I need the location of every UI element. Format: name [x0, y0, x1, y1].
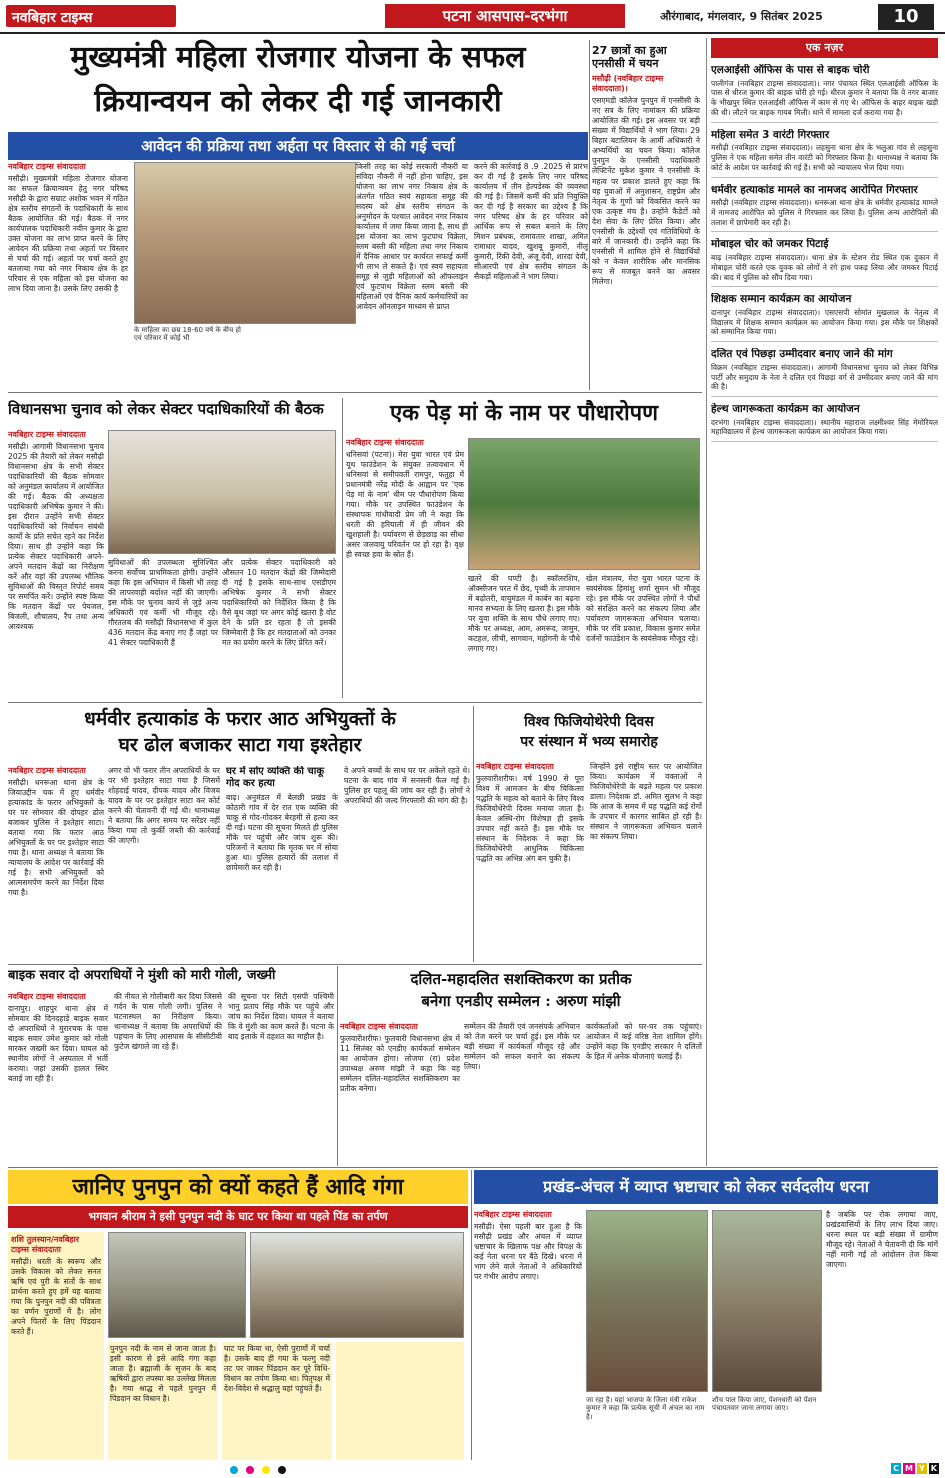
punpun-photo-1 — [108, 1232, 246, 1338]
dharmveer-text-3: बाढ़। अनुमंडल में बेलछी प्रखंड के कोठारी गांव में देर रात एक व्यक्ति की चाकू से गोद-गोदकर बेरहमी से हत्या कर दी गई। घटना की सूचना मिलते ही पुलिस मौके पर पहुंची और जांच शुरू की। परिजनों ने बताया कि मृतक घर में सोया हुआ था। पुलिस हत्यारों की तलाश में छापेमारी कर रही है। — [226, 793, 338, 873]
punpun-headline: जानिए पुनपुन को क्यों कहते हैं आदि गंगा — [8, 1170, 468, 1204]
sidebar-item-text: मसौढ़ी (नवबिहार टाइम्स संवाददाता)। धनरूआ थाना क्षेत्र के धर्मवीर हत्याकांड मामले में नामजद आरोपित को पुलिस ने गिरफ्तार कर लिया है। पुलिस अन्य आरोपितों की तलाश में छापेमारी कर रही है। — [711, 198, 938, 227]
sidebar-item-text: मसौढ़ी (नवबिहार टाइम्स संवाददाता)। लहसुना थाना क्षेत्र के भलुआ गांव से लहसुना पुलिस ने एक महिला समेत तीन वारंटी को गिरफ्तार किया है। थानाध्यक्ष ने बताया कि कोर्ट के आदेश पर कार्रवाई की गई है। सभी को न्यायालय भेज दिया गया। — [711, 143, 938, 172]
sidebar-item-headline: धर्मवीर हत्याकांड मामले का नामजद आरोपित गिरफ्तार — [711, 183, 918, 196]
tree-photo — [468, 438, 700, 570]
sidebar-item-headline: महिला समेत 3 वारंटी गिरफ्तार — [711, 128, 830, 141]
corruption-text-1: मसौढ़ी। ऐसा पहली बार हुआ है कि मसौढ़ी प्रखंड और अंचल में व्याप्त भ्रष्टाचार के खिलाफ पक्ष और विपक्ष के कई नेता धरना पर बैठे दिखे। धरना में भाग लेने वाले नेताओं ने अधिकारियों पर गंभीर आरोप लगाए। — [474, 1222, 582, 1282]
lead-photo-meeting — [134, 162, 356, 324]
corruption-caption-2: शौच पाल किया जाए, पेंशनधारी को पेंशन पंचायतवार जाना लगाया जाए। — [712, 1396, 817, 1413]
tree-text-3: खेल मंत्रालय, मेरा युवा भारत पटना के स्वयंसेवक हिमांशु शर्मा सुमन भी मौजूद रहे। इस मौके पर उपस्थित लोगों ने पौधों को संरक्षित करने का संकल्प लिया और पर्यावरण जागरूकता अभियान चलाया। मौके पर रवि प्रकाश, विकास कुमार समेत दर्जनों फाउंडेशन के स्वयंसेवक मौजूद रहे। — [586, 574, 700, 644]
dharmveer-headline-line2: घर ढोल बजाकर साटा गया इश्तेहार — [118, 734, 362, 756]
newspaper-brand: नवबिहार टाइम्स — [6, 5, 176, 27]
ncc-text: एसएमडी कॉलेज पुनपुन में एनसीसी के नए सत्र के लिए नामांकन की प्रक्रिया आयोजित की गई। इस अवसर पर बड़ी संख्या में विद्यार्थियों ने भाग लिया। 29 बिहार बटालियन के आर्मी अधिकारी ने अभ्यर्थियों का चयन किया। कॉलेज पुनपुन के एनसीसी पदाधिकारी लेफ्टिनेंट मुकेश कुमार ने एनसीसी के महत्व पर प्रकाश डालते हुए कहा कि यह युवाओं में अनुशासन, राष्ट्रप्रेम और नेतृत्व के गुणों को विकसित करने का एक उत्कृष्ट मंच है। उन्होंने कैडेटों को देश सेवा के लिए प्रेरित किया। और एनसीसी के उद्देश्यों एवं गतिविधियों के बारे में जानकारी दी। उन्होंने कहा कि एनसीसी में शामिल होने से विद्यार्थियों को न केवल शारीरिक और मानसिक रूप से मजबूत बनने का अवसर मिलेगा। — [592, 96, 700, 286]
physiotherapy-story — [476, 712, 702, 962]
dalit-byline: नवबिहार टाइम्स संवाददाता — [340, 1022, 418, 1031]
sidebar-news-item — [711, 129, 938, 178]
dharmveer-byline: नवबिहार टाइम्स संवाददाता — [8, 766, 86, 775]
punpun-byline-1: शशि तुलस्यान/नवबिहार — [11, 1235, 80, 1244]
punpun-photo-2 — [250, 1232, 464, 1338]
sidebar-item-headline: एलआईसी ऑफिस के पास से बाइक चोरी — [711, 64, 870, 76]
physio-text-1: फुलवारीशरीफ। वर्ष 1990 से पूरा विश्व में आमजन के बीच चिकित्सा पद्धति के महत्व को बताने के लिए विश्व फिजियोथेरेपी दिवस मनाया जाता है। केवल अस्थि-रोग विशेषज्ञ ही इसके उपचार नहीं करते हैं। इस मौके पर संस्थान के निदेशक ने कहा कि फिजियोथेरेपी आधुनिक चिकित्सा पद्धति का अभिन्न अंग बन चुकी है। — [476, 774, 584, 864]
dalit-headline-line1: दलित-महादलित सशक्तिकरण का प्रतीक — [410, 970, 632, 988]
lead-photo-caption: के माहिला का छम्र 18-60 वर्ष के बीच हो एवं परिवार में कोई भी — [134, 326, 241, 343]
physio-headline-line1: विश्व फिजियोथेरेपी दिवस — [524, 714, 654, 730]
sidebar-item-headline: दलित एवं पिछड़ा उम्मीदवार बनाए जाने की मांग — [711, 348, 893, 361]
page-number: 10 — [878, 4, 934, 30]
tree-text-2: खतरे की घण्टी है। स्कॉलरशिप, ऑक्सीजन परत में छेद, पृथ्वी के तापमान में बढ़ोतरी, वायुमंडल में कार्बन का बढ़ना मानव सभ्यता के लिए खतरा है। इस मौके पर युवा शक्ति के साथ पौधे लगाए गए। मौके पर अध्यक्ष, आम, अमरूद, जामुन, कटहल, लीची, सागवान, महोगनी के पौधे लगाए गए। — [468, 574, 580, 654]
physio-byline: नवबिहार टाइम्स संवाददाता — [476, 762, 554, 771]
cmyk-y-icon: Y — [919, 1464, 925, 1473]
corruption-photo-2 — [712, 1210, 822, 1392]
edition-date: औरंगाबाद, मंगलवार, 9 सितंबर 2025 — [660, 10, 823, 23]
election-text-1: मसौढ़ी। आगामी विधानसभा चुनाव 2025 की तैयारी को लेकर मसौढ़ी विधानसभा क्षेत्र के सभी सेक्टर पदाधिकारियों की बैठक सोमवार को अनुमंडल कार्यालय में आयोजित की गई। बैठक की अध्यक्षता पदाधिकारी अभिषेक कुमार ने की। इस दौरान उन्होंने सभी सेक्टर पदाधिकारियों को निर्वाचन संबंधी कार्यों के प्रति सचेत रहने का निर्देश दिया। साथ ही उन्होंने कहा कि प्रत्येक सेक्टर पदाधिकारी अपने-अपने मतदान केंद्रों का निरीक्षण करें और वहां की उपलब्ध भौतिक सुविधाओं की विस्तृत रिपोर्ट समय पर समर्पित करें। उन्होंने स्पष्ट किया कि मतदान केंद्रों पर पेयजल, बिजली, शौचालय, रैंप तथा अन्य आवश्यक — [8, 442, 104, 632]
election-byline: नवबिहार टाइम्स संवाददाता — [8, 430, 86, 439]
corruption-text-2: है जबकि पर रोक लगाया जाए, प्रखंडवासियों के लिए लाभ दिया जाए। धरना स्थल पर बड़ी संख्या में ग्रामीण मौजूद रहे। नेताओं ने चेतावनी दी कि मांगें नहीं मानी गईं तो आंदोलन तेज किया जाएगा। — [826, 1210, 938, 1270]
dalit-text-3: कार्यकर्ताओं को घर-घर तक पहुंचाएं। आयोजन में कई वरिष्ठ नेता शामिल होंगे। उन्होंने कहा कि एनडीए सरकार ने दलितों के हित में अनेक योजनाएं चलाई हैं। — [586, 1022, 702, 1062]
punpun-text-3: घाट पर किया था, ऐसी पुराणों में चर्चा है। उसके बाद ही गया के फल्गु नदी तट पर जाकर पिंडदान कर पूरे विधि-विधान का तर्पण किया था। पितृपक्ष में देश-विदेश से श्रद्धालु यहां पहुंचते हैं। — [224, 1344, 330, 1394]
shooting-story — [8, 966, 334, 1166]
corruption-headline: प्रखंड-अंचल में व्याप्त भ्रष्टाचार को लेकर सर्वदलीय धरना — [474, 1170, 938, 1204]
dalit-text-2: सम्मेलन की तैयारी एवं जनसंपर्क अभियान को तेज करने पर चर्चा हुई। इस मौके पर बड़ी संख्या में कार्यकर्ता मौजूद रहे और सम्मेलन को सफल बनाने का संकल्प लिया। — [464, 1022, 580, 1072]
lead-text-1: मसौढ़ी। मुख्यमंत्री महिला रोजगार योजना का सफल क्रियान्वयन हेतु नगर परिषद मसौढ़ी के द्वारा सम्राट अशोक भवन में गठित क्षेत्र स्तरीय संगठनों के पदाधिकारी के साथ बैठक आयोजित की गई। बैठक में नगर कार्यपालक पदाधिकारी नवीन कुमार के द्वारा उक्त योजना का लाभ प्राप्त करने के लिए आवेदन की प्रक्रिया तथा अहर्ता पर विस्तार से चर्चा की गई। अहर्ता पर चर्चा करते हुए बतलाया गया को नगर निकाय क्षेत्र के हर परिवार से एक महिला को इस योजना का लाभ दिया जाना है। उसके लिए उसकी है — [8, 174, 128, 294]
divider — [8, 1167, 938, 1168]
dharmveer-text-2: अगर वो भी फरार तीन अपराधियों के घर पर भी इश्तेहार साटा गया है जिसमें शोहदाई यादव, दीपक यादव और विजय यादव के घर पर इश्तेहार साटा कर कोर्ट करने की चेतावनी दी गई थी। थानाध्यक्ष ने बताया कि अगर समय पर सरेंडर नहीं किया गया तो कुर्की जब्ती की कार्रवाई की जाएगी। — [108, 766, 220, 846]
sidebar-item-text: दरभंगा (नवबिहार टाइम्स संवाददाता)। स्थानीय महाराज लक्ष्मीश्वर सिंह मेमोरियल महाविद्यालय में हेल्थ जागरूकता कार्यक्रम का आयोजन किया गया। — [711, 417, 938, 437]
corruption-caption-1: जा रहा है। यहां भाजपा के जिला मंत्री राकेश कुमार ने कहा कि प्रत्येक सूची में अंचल का नाम है। — [586, 1396, 705, 1421]
divider — [8, 702, 702, 703]
election-headline: विधानसभा चुनाव को लेकर सेक्टर पदाधिकारियों की बैठक — [8, 400, 324, 418]
sidebar-news-item — [711, 403, 938, 442]
nda-conference-story — [340, 968, 702, 1166]
corruption-photo-1 — [586, 1210, 708, 1392]
sidebar-item-text: दानापुर (नवबिहार टाइम्स संवाददाता)। एसएसपी सोमांत मुखलाल के नेतृत्व में विद्यालय में शिक्षक सम्मान कार्यक्रम का आयोजन किया गया। इस मौके पर शिक्षकों को सम्मानित किया गया। — [711, 307, 938, 337]
cmyk-c-icon: C — [893, 1464, 900, 1473]
divider — [471, 1170, 472, 1460]
sidebar-news-item — [711, 184, 938, 233]
punpun-text-1: मसौढ़ी। धरती के स्वरूप और उसके विकास को लेकर सनत ऋषि एवं पुरी के संतों के साथ प्रार्थना करते हुए हमें यह बताया गया कि पुनपुन नदी की पवित्रता का वर्णन पुराणों में है। लोग अपने पितरों के लिए पिंडदान करते हैं। — [11, 1257, 101, 1337]
cmyk-k-icon: K — [930, 1464, 937, 1473]
tree-byline: नवबिहार टाइम्स संवाददाता — [346, 438, 424, 447]
sidebar-item-headline: मोबाइल चोर को जमकर पिटाई — [711, 238, 829, 251]
shooting-text-2: की नीयत से गोलीबारी कर दिया जिससे गर्दन के पास गोली लगी। पुलिस ने घटनास्थल का निरीक्षण किया। थानाध्यक्ष ने बताया कि अपराधियों की पहचान के लिए आसपास के सीसीटीवी फुटेज खंगाले जा रहे हैं। — [114, 992, 222, 1052]
ncc-headline: 27 छात्रों का हुआ एनसीसी में चयन — [592, 44, 667, 71]
sidebar-ek-nazar — [706, 38, 938, 1166]
sidebar-item-text: पालीगंज (नवबिहार टाइम्स संवाददाता)। नगर पंचायत स्थित एलआईसी ऑफिस के पास से धीरज कुमार की बाइक चोरी हो गई। धीरज कुमार ने बताया कि वे नगर बाजार के भीखपुर स्थित एलआईसी ऑफिस में काम से गए थे। ऑफिस के बाहर बाइक खड़ी की थी। लौटने पर बाइक गायब मिली। थाने में मामला दर्ज कराया गया है। — [711, 78, 938, 117]
dalit-headline-line2: बनेगा एनडीए सम्मेलन : अरुण मांझी — [421, 992, 621, 1010]
lead-text-3: करने की कार्रवाई 8 .9 .2025 से प्रारंभ कर दी गई है इसके लिए नगर परिषद कार्यालय में तीन हेल्पडेस्क की व्यवस्था की गई है। जिसमें कर्मी की प्रति नियुक्ति कर दी गई है सरकार का उद्देश्य है कि नगर परिषद क्षेत्र के हर परिवार को आर्थिक रूप से सबल बनाने के लिए मिशन प्रबंधक, रामावतार शाखा, अमित रामाधार यादव, खुशबू कुमारी, नीलू कुमारी, रिंकी देवी, अंजू देवी, शारदा देवी, सीआरपी एवं क्षेत्र स्तरीय संगठन के सैकड़ों महिलाओं ने भाग लिया। — [474, 162, 588, 282]
sidebar-news-item — [711, 348, 938, 397]
cmyk-marker — [891, 1463, 939, 1474]
election-text-3: और प्रत्येक सेक्टर पदाधिकारी को औसतन 10 मतदान केंद्रों की जिम्मेदारी दी गई है इसके साथ-साथ एसडीएम अभिषेक कुमार ने सभी सेक्टर पदाधिकारियों को निर्देशित किया है कि वैसे बूथ जहां पर अगर कोई खतरा है वोट देने के प्रति डर रहता है तो इसकी जिम्मेवारी है कि हर मतदाताओं को उनका मत का प्रयोग करने के लिए प्रेरित करें। — [222, 558, 336, 648]
divider — [337, 966, 338, 1166]
election-text-2: सुविधाओं की उपलब्धता सुनिश्चित करना सर्वोच्च प्राथमिकता होगी। उन्होंने कहा कि इस अभियान में किसी भी तरह की लापरवाही बर्दाश्त नहीं की जाएगी। इस मौके पर चुनाव कार्य से जुड़े अन्य अधिकारी एवं कर्मी भी मौजूद रहे। गौरतलब की मसौढ़ी विधानसभा में कुल 436 मतदान केंद्र बनाए गए हैं जहां पर 41 सेक्टर पदाधिकारी हैं — [108, 558, 218, 648]
divider — [342, 398, 343, 698]
print-registration-marks — [0, 1462, 945, 1478]
dharmveer-text-1: मसौढ़ी। धनरूआ थाना क्षेत्र के जियाउद्दीन चक में हुए धर्मवीर हत्याकांड के फरार अभियुक्तों के घर पर सोमवार की दोपहर ढोल बजाकर पुलिस ने इश्तेहार साटा। बताया गया कि फरार आठ अभियुक्तों के घर पर इश्तेहार साटा गया है। थाना अध्यक्ष ने बताया कि न्यायालय के आदेश पर कार्रवाई की गई है। सभी अभियुक्तों को आत्मसमर्पण करने का निर्देश दिया गया है। — [8, 778, 104, 898]
divider — [8, 964, 702, 965]
divider — [473, 706, 474, 962]
sidebar-news-item — [711, 293, 938, 342]
sidebar-item-text: बाढ़ (नवबिहार टाइम्स संवाददाता)। थाना क्षेत्र के स्टेशन रोड स्थित एक दुकान में मोबाइल चोरी करते एक युवक को लोगों ने रंगे हाथ पकड़ लिया और जमकर पिटाई की। बाद में पुलिस को सौंप दिया गया। — [711, 253, 938, 282]
election-photo — [108, 430, 336, 554]
section-title: पटना आसपास-दरभंगा — [385, 4, 625, 28]
lead-headline-line2: क्रियान्वयन को लेकर दी गई जानकारी — [94, 84, 502, 119]
lead-byline: नवबिहार टाइम्स संवाददाता — [8, 162, 86, 171]
punpun-story — [8, 1170, 468, 1460]
lead-subheadline: आवेदन की प्रक्रिया तथा अर्हता पर विस्तार से की गई चर्चा — [8, 132, 588, 160]
cmyk-m-icon: M — [905, 1464, 913, 1473]
registration-dot-icon — [230, 1466, 238, 1474]
ncc-byline: मसौढ़ी (नवबिहार टाइम्स संवाददाता)। — [592, 74, 664, 94]
sidebar-item-text: विक्रम (नवबिहार टाइम्स संवाददाता)। आगामी विधानसभा चुनाव को लेकर विभिन्न पार्टी और समुदाय के नेता ने दलित एवं पिछड़ा वर्ग से उम्मीदवार बनाए जाने की मांग की है। — [711, 362, 938, 392]
dalit-text-1: फुलवारीशरीफ। फुलवारी विधानसभा क्षेत्र में 11 सितंबर को एनडीए कार्यकर्ता सम्मेलन का आयोजन होगा। लोजपा (रा) प्रदेश उपाध्यक्ष अरुण मांझी ने कहा कि यह सम्मेलन दलित-महादलित सशक्तिकरण का प्रतीक बनेगा। — [340, 1034, 460, 1094]
sidebar-header: एक नज़र — [711, 38, 938, 58]
lead-headline-line1: मुख्यमंत्री महिला रोजगार योजना के सफल — [70, 40, 526, 75]
dharmveer-headline-line1: धर्मवीर हत्याकांड के फरार आठ अभियुक्तों के — [84, 708, 396, 730]
physio-text-2: जिन्होंने इसे राष्ट्रीय स्तर पर आयोजित किया। कार्यक्रम में वक्ताओं ने फिजियोथेरेपी के बढ़ते महत्व पर प्रकाश डाला। निदेशक डॉ. अमित सुलभ ने कहा कि आज के समय में यह पद्धति कई रोगों के उपचार में कारगर साबित हो रही है। संस्थान ने जागरूकता अभियान चलाने का संकल्प लिया। — [590, 762, 702, 842]
punpun-byline-2: टाइम्स संवाददाता — [11, 1245, 61, 1254]
registration-dot-icon — [278, 1466, 286, 1474]
registration-dot-icon — [262, 1466, 270, 1474]
masthead — [0, 0, 945, 34]
sidebar-item-headline: शिक्षक सम्मान कार्यक्रम का आयोजन — [711, 293, 852, 306]
sidebar-news-item — [711, 64, 938, 123]
dharmveer-text-4: वे अपने बच्चों के साथ घर पर अकेले रहते थे। घटना के बाद गांव में सनसनी फैल गई है। पुलिस हर पहलू की जांच कर रही है। लोगों ने अपराधियों की जल्द गिरफ्तारी की मांग की है। — [344, 766, 470, 806]
ncc-story — [592, 44, 700, 382]
divider — [589, 40, 590, 390]
sidebar-item-headline: हेल्थ जागरूकता कार्यक्रम का आयोजन — [711, 403, 860, 416]
registration-dot-icon — [246, 1466, 254, 1474]
election-meeting-story — [8, 398, 340, 698]
tree-headline: एक पेड़ मां के नाम पर पौधारोपण — [389, 400, 659, 426]
shooting-byline: नवबिहार टाइम्स संवाददाता — [8, 992, 86, 1001]
divider — [8, 392, 702, 393]
sidebar-news-item — [711, 238, 938, 287]
physio-headline-line2: पर संस्थान में भव्य समारोह — [520, 734, 658, 750]
corruption-protest-story — [474, 1170, 938, 1460]
lead-story — [8, 38, 588, 376]
murder-subheadline: घर में सोए व्यक्ति की चाकू गोद कर हत्या — [226, 766, 325, 789]
punpun-subheadline: भगवान श्रीराम ने इसी पुनपुन नदी के घाट पर किया था पहले पिंड का तर्पण — [8, 1206, 468, 1228]
tree-text-1: धनिसवां (पटना)। मेरा युवा भारत एवं प्रेम यूथ फाउंडेशन के संयुक्त तत्वावधान में धनिसवां से समीपवर्ती रामपुर, फतुहा में प्रधानमंत्री नरेंद्र मोदी के आह्वान पर 'एक पेड़ मां के नाम' थीम पर पौधारोपण किया गया। मौके पर उपस्थित फाउंडेशन के संस्थापक गांधीवादी प्रेम जी ने कहा कि धरती की हरियाली में ही जीवन की खुशहाली है। पर्यावरण से छेड़छाड़ का सीधा असर जलवायु परिवर्तन पर हो रहा है। वृक्ष ही स्वच्छ हवा के स्रोत हैं। — [346, 450, 464, 560]
shooting-headline: बाइक सवार दो अपराधियों ने मुंशी को मारी गोली, जख्मी — [8, 968, 276, 983]
tree-plantation-story — [346, 398, 702, 698]
corruption-byline: नवबिहार टाइम्स संवाददाता — [474, 1210, 552, 1219]
lead-text-2: किसी तरह का कोई सरकारी नौकरी या संविदा नौकरी में नहीं होना चाहिए, इस योजना का लाभ नगर निकाय क्षेत्र के अंतर्गत गठित स्वयं सहायता समूह की सदस्य को क्षेत्र स्तरीय संगठन के अनुमोदन के पश्चात आवेदन नगर निकाय कार्यालय में जमा किया जाना है, साथ ही इस योजना का लाभ फुटपाथ विक्रेता, स्लम बस्ती की महिला तथा नगर निकाय में दैनिक आधार पर कार्यरत सफाई कर्मी भी लाभ ले सकते है। एवं स्वयं सहायता समूह से जुड़ी महिलाओं को ऑफलाइन एवं फुटपाथ विक्रेता स्लम बस्ती की महिलाओं एवं दैनिक कार्य कर्मचारियों का आवेदन ऑनलाइन माध्यम से प्राप्त — [356, 162, 468, 312]
shooting-text-1: दानापुर। शाहपुर थाना क्षेत्र में सोमवार की दिनदहाड़े बाइक सवार दो अपराधियों ने मुरारचक के पास बाइक सवार उमेश कुमार को गोली मारकर जख्मी कर दिया। घायल को स्थानीय लोगों ने अस्पताल में भर्ती कराया। जहां उसकी हालत स्थिर बताई जा रही है। — [8, 1004, 108, 1084]
dharmveer-story — [8, 706, 472, 962]
shooting-text-3: की सूचना पर सिटी एसपी पश्चिमी भानु प्रताप सिंह मौके पर पहुंचे और जांच का निर्देश दिया। घायल ने बताया कि वे मुंशी का काम करते हैं। घटना के बाद इलाके में दहशत का माहौल है। — [228, 992, 334, 1042]
punpun-text-2: पुनपुन नदी के नाम से जाना जाता है। इसी कारण से इसे आदि गंगा कहा जाता है। ब्रह्माजी के सृजन के बाद ऋषियों द्वारा तपस्या का उल्लेख मिलता है। गया श्राद्ध से पहले पुनपुन में पिंडदान का विधान है। — [110, 1344, 216, 1404]
